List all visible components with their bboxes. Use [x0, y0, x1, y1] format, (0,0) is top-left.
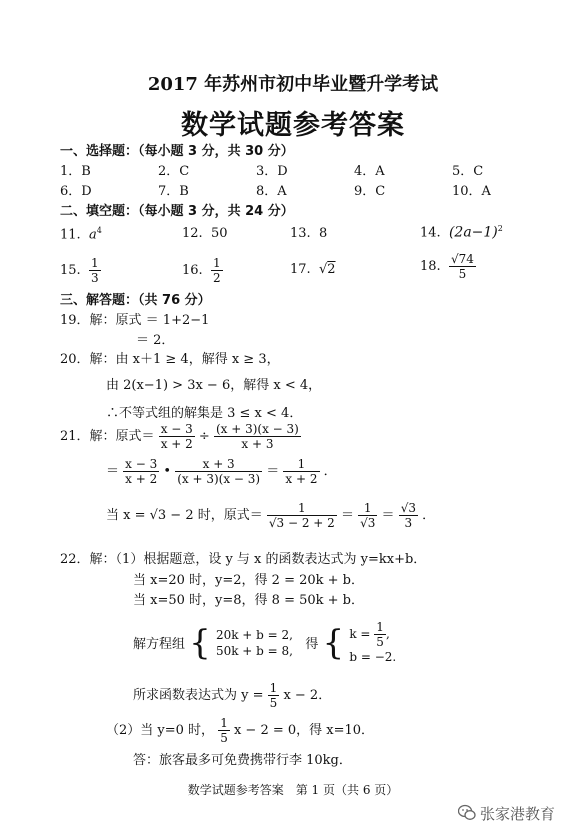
q20-line: ∴不等式组的解集是 3 ≤ x < 4．: [106, 406, 303, 421]
answer-item-14: 14. $(2a-1)^2$: [420, 224, 503, 241]
q21-line: ＝ $\frac{x - 3}{x + 2}$ • $\frac{x + 3}{(x + 3)(x - 3)}$ ＝ $\frac{1}{x + 2}$ ．: [106, 457, 337, 486]
q22-line: 22．解：（1）根据题意，设 y 与 x 的函数表达式为 y=kx+b．: [60, 552, 427, 567]
q20-line: 20．解：由 x＋1 ≥ 4，解得 x ≥ 3，: [60, 352, 280, 367]
q19-line: 19．解：原式 ＝ 1+2−1: [60, 313, 210, 328]
q22-line: 当 x=20 时，y=2，得 2 = 20k + b．: [133, 573, 364, 588]
q21-line: 当 x = √3 − 2 时，原式＝ $\frac{1}{√3 - 2 + 2}$ ＝ $\frac{1}{√3}$ ＝ $\frac{√3}{3}$ ．: [106, 501, 436, 530]
section-multiple-choice-title: 一、选择题：（每小题 3 分，共 30 分）: [60, 144, 294, 159]
answer-item: 4．A: [354, 164, 385, 179]
answer-item: 10．A: [452, 184, 491, 199]
section-solutions-title: 三、解答题：（共 76 分）: [60, 293, 211, 308]
q22-system: 解方程组 { 20k + b = 2, 50k + b = 8, 得 { k = $\frac{1}{5}$ , b = −2.: [133, 620, 397, 664]
q22-line: 当 x=50 时，y=8，得 8 = 50k + b．: [133, 593, 364, 608]
answer-item: 7．B: [158, 184, 189, 199]
exam-title: 2017 年苏州市初中毕业暨升学考试: [147, 74, 439, 95]
answer-item: 3．D: [256, 164, 288, 179]
q22-line: 所求函数表达式为 y = $\frac{1}{5}$ x − 2．: [133, 681, 332, 710]
answer-item-13: 13. 8: [290, 226, 328, 241]
answer-item-16: 16. $\frac{1}{2}$: [182, 256, 221, 285]
answer-item-11: 11. $a^4$: [60, 226, 102, 243]
answer-item: 1．B: [60, 164, 91, 179]
section-fill-blank-title: 二、填空题：（每小题 3 分，共 24 分）: [60, 204, 294, 219]
page-footer: 数学试题参考答案 第 1 页（共 6 页）: [187, 783, 399, 797]
answer-item-12: 12. 50: [182, 226, 228, 241]
answer-item-15: 15. $\frac{1}{3}$: [60, 256, 99, 285]
answer-key-title: 数学试题参考答案: [181, 110, 405, 141]
q21-line: 21．解：原式＝ $\frac{x - 3}{x + 2}$ ÷ $\frac{(x + 3)(x - 3)}{x + 3}$: [60, 422, 299, 451]
answer-item: 8．A: [256, 184, 287, 199]
answer-item: 6．D: [60, 184, 92, 199]
answer-item: 9．C: [354, 184, 386, 199]
answer-item: 5．C: [452, 164, 484, 179]
q20-line: 由 2(x−1) > 3x − 6，解得 x < 4，: [106, 378, 322, 393]
answer-item: 2．C: [158, 164, 190, 179]
q22-line: （2）当 y=0 时， $\frac{1}{5}$ x − 2 = 0，得 x=10．: [106, 716, 375, 745]
answer-item-17: 17. √2: [290, 262, 336, 277]
q22-answer: 答：旅客最多可免费携带行李 10kg．: [133, 753, 352, 768]
answer-item-18: 18. $\frac{√74}{5}$: [420, 252, 474, 281]
wechat-icon: [458, 804, 476, 822]
watermark-text: 张家港教育: [480, 805, 556, 823]
q19-line: ＝ 2．: [136, 333, 175, 348]
